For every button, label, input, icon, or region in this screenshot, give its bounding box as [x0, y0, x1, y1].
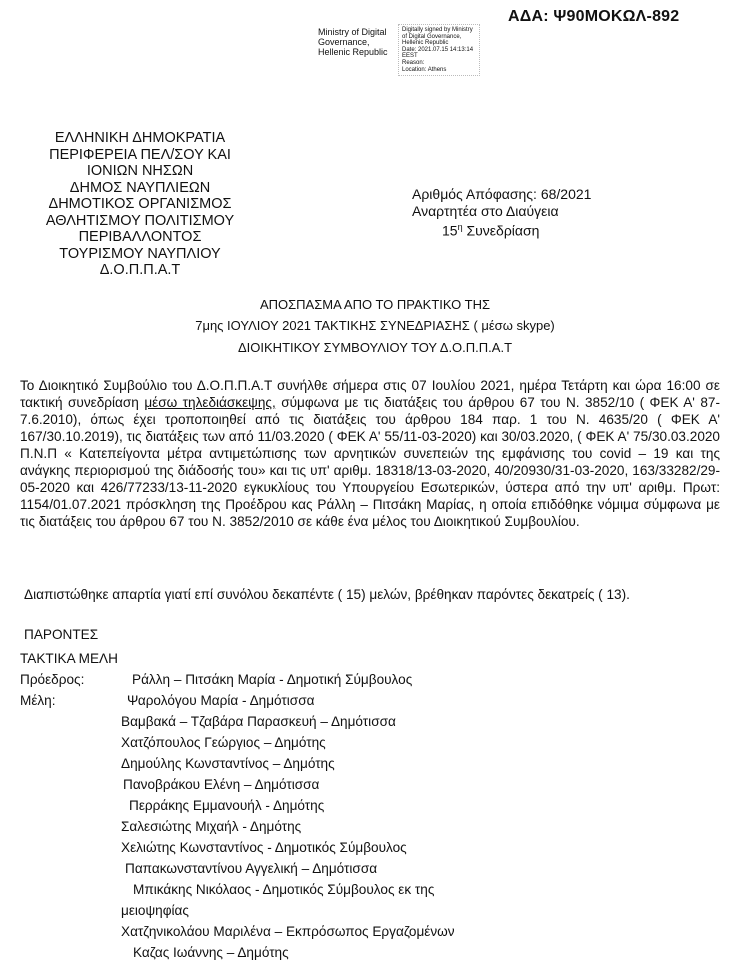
signature-detail-line: Date: 2021.07.15 14:13:14: [402, 46, 474, 53]
paragraph-underlined: μέσω τηλεδιάσκεψης,: [144, 395, 276, 410]
session-number: [412, 219, 591, 239]
member-item: Περράκης Εμμανουήλ - Δημότης: [129, 798, 325, 813]
header-line: Δ.Ο.Π.Π.Α.Τ: [99, 262, 181, 278]
extract-title-line3: ΔΙΟΙΚΗΤΙΚΟΥ ΣΥΜΒΟΥΛΙΟΥ ΤΟΥ Δ.Ο.Π.Π.Α.Τ: [237, 340, 513, 355]
member-item: Παπακωνσταντίνου Αγγελική – Δημότισσα: [125, 861, 378, 876]
header-line: ΕΛΛΗΝΙΚΗ ΔΗΜΟΚΡΑΤΙΑ: [54, 130, 226, 146]
extract-title-line2: 7μης ΙΟΥΛΙΟΥ 2021 ΤΑΚΤΙΚΗΣ ΣΥΝΕΔΡΙΑΣΗΣ ( μέσω skype): [195, 318, 555, 333]
session-num: 15: [442, 222, 458, 239]
header-line: ΑΘΛΗΤΙΣΜΟΥ ΠΟΛΙΤΙΣΜΟΥ: [45, 212, 235, 229]
signature-detail-line: Reason:: [402, 59, 425, 66]
member-item: μειοψηφίας: [121, 903, 189, 918]
ada-code: ΑΔΑ: Ψ90ΜΟΚΩΛ-892: [508, 8, 680, 25]
member-item: Βαμβακά – Τζαβάρα Παρασκευή – Δημότισσα: [121, 714, 396, 729]
decision-posted: Αναρτητέα στο Διαύγεια: [412, 202, 559, 219]
header-line: ΔΗΜΟΣ ΝΑΥΠΛΙΕΩΝ: [69, 179, 211, 196]
paragraph-part2: σύμφωνα με τις διατάξεις του άρθρου 67 του Ν. 3852/10 ( ΦΕΚ Α' 87-7.6.2010), όπως έχει τροποποιηθεί από τις διατάξεις του άρθρου 184 παρ. 1 του Ν. 4635/20 ( ΦΕΚ Α' 167/30.10.2019), τις διατάξεις των από 11/03.2020 ( ΦΕΚ Α' 55/11-03-2020) και 30/03.2020, ( ΦΕΚ Α' 75/30.03.2020 Π.Ν.Π « Κατεπείγοντα μέτρα αντιμετώπισης των αρνητικών συνεπειών της εμφάνισης του covid – 19 και της ανάγκης περιορισμού της διάδοσής του» και τις υπ' αριθμ. 18318/13-03-2020, 40/20930/31-03-2020, 163/33282/29-05-2020 και 426/77233/13-11-2020 εγκυκλίους του Υπουργείου Εσωτερικών, ύστερα από την υπ' αριθμ. Πρωτ: 1154/01.07.2021 πρόσκληση της Προέδρου κας Ράλλη – Πιτσάκη Μαρίας, η οποία επιδόθηκε νόμιμα σύμφωνα με τις διατάξεις του άρθρου 67 του Ν. 3852/2010 σε κάθε ένα μέλος του Διοικητικού Συμβουλίου.: [20, 395, 721, 529]
member-item: Δημούλης Κωνσταντίνος – Δημότης: [121, 756, 335, 771]
present-label: ΠΑΡΟΝΤΕΣ: [24, 627, 99, 642]
president-name: Ράλλη – Πιτσάκη Μαρία - Δημοτική Σύμβουλος: [132, 672, 413, 687]
meeting-paragraph: [20, 377, 720, 530]
header-line: ΤΟΥΡΙΣΜΟΥ ΝΑΥΠΛΙΟΥ: [59, 245, 221, 262]
decision-number: Αριθμός Απόφασης: 68/2021: [412, 186, 592, 202]
header-line: ΔΗΜΟΤΙΚΟΣ ΟΡΓΑΝΙΣΜΟΣ: [48, 196, 232, 212]
extract-title-line1: ΑΠΟΣΠΑΣΜΑ ΑΠΟ ΤΟ ΠΡΑΚΤΙΚΟ ΤΗΣ: [259, 297, 491, 312]
signature-detail-line: Location: Athens: [402, 66, 447, 73]
signature-detail-line: of Digital Governance,: [402, 33, 462, 40]
header-line: ΠΕΡΙΒΑΛΛΟΝΤΟΣ: [78, 229, 202, 245]
organization-header: [20, 130, 260, 279]
quorum-statement: Διαπιστώθηκε απαρτία γιατί επί συνόλου δεκαπέντε ( 15) μελών, βρέθηκαν παρόντες δεκατρείς ( 13).: [24, 587, 630, 602]
member-item: Μπικάκης Νικόλαος - Δημοτικός Σύμβουλος εκ της: [133, 882, 435, 897]
signature-issuer-line: Governance,: [318, 37, 370, 47]
member-item: Σαλεσιώτης Μιχαήλ - Δημότης: [121, 819, 302, 834]
member-item: Χατζόπουλος Γεώργιος – Δημότης: [121, 735, 326, 750]
signature-detail-line: EEST: [402, 53, 418, 60]
signature-issuer-line: Ministry of Digital: [318, 27, 387, 37]
session-word: Συνεδρίαση: [462, 222, 540, 239]
paragraph-part1: Το Διοικητικό Συμβούλιο του Δ.Ο.Π.Π.Α.Τ συνήλθε σήμερα στις 07 Ιουλίου 2021, ημέρα Τετάρτη και ώρα 16:00 σε τακτική συνεδρίαση: [20, 378, 720, 410]
decision-info: [412, 186, 591, 239]
signature-issuer-line: Hellenic Republic: [318, 47, 388, 57]
member-item: Ψαρολόγου Μαρία - Δημότισσα: [127, 693, 315, 708]
member-item: Χελιώτης Κωνσταντίνος - Δημοτικός Σύμβουλος: [121, 840, 407, 855]
member-item: Πανοβράκου Ελένη – Δημότισσα: [123, 777, 320, 792]
regular-members-label: ΤΑΚΤΙΚΑ ΜΕΛΗ: [20, 651, 118, 666]
president-label: Πρόεδρος:: [20, 672, 85, 687]
member-item: Καζας Ιωάννης – Δημότης: [133, 945, 289, 960]
member-item: Χατζηνικολάου Μαριλένα – Εκπρόσωπος Εργαζομένων: [121, 924, 455, 939]
members-label: Μέλη:: [20, 693, 56, 708]
signature-detail-line: Digitally signed by Ministry: [402, 27, 473, 33]
signature-details: [402, 27, 473, 73]
header-line: ΠΕΡΙΦΕΡΕΙΑ ΠΕΛ/ΣΟΥ ΚΑΙ: [49, 146, 231, 163]
signature-issuer: [318, 27, 388, 57]
session-sup: η: [457, 222, 463, 232]
header-line: ΙΟΝΙΩΝ ΝΗΣΩΝ: [86, 163, 194, 179]
signature-detail-line: Hellenic Republic: [402, 40, 449, 47]
